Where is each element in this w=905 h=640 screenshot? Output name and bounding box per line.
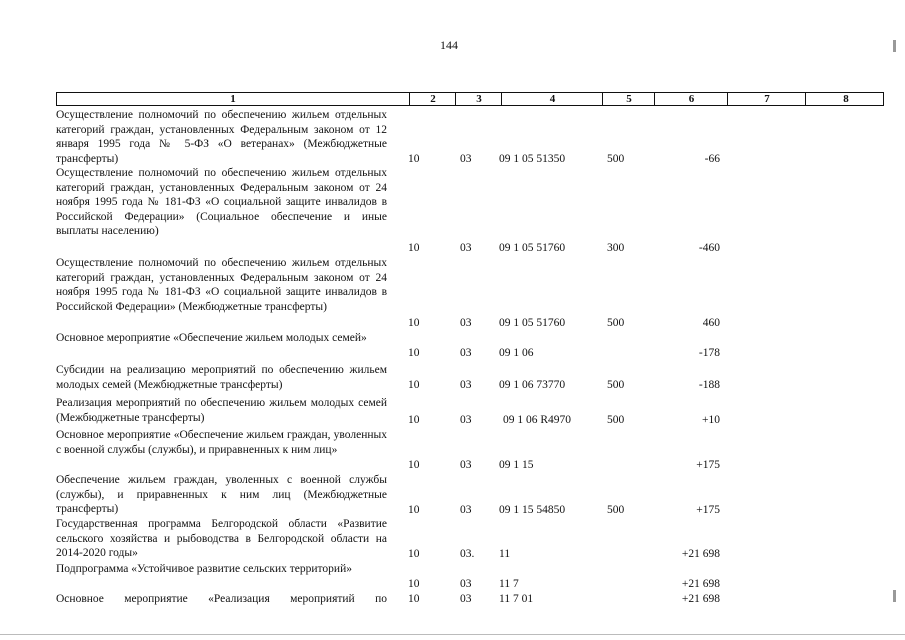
cell-expense-type: 500 <box>607 379 625 391</box>
cell-subsection: 03 <box>460 153 472 165</box>
header-col-4: 4 <box>501 93 603 105</box>
table-row <box>56 108 884 168</box>
cell-amount: +21 698 <box>681 593 720 605</box>
cell-expense-type: 500 <box>607 153 625 165</box>
cell-subsection: 03. <box>460 548 475 560</box>
row-description: Государственная программа Белгородской области «Развитие сельского хозяйства и рыбоводства в Белгородской области на 2014-2020 годы» <box>56 518 387 560</box>
cell-expense-type: 500 <box>607 504 625 516</box>
cell-amount: -188 <box>698 379 720 391</box>
header-col-3: 3 <box>455 93 502 105</box>
table-row <box>56 363 884 393</box>
page-number: 144 <box>440 38 458 52</box>
cell-subsection: 03 <box>460 347 472 359</box>
cell-section: 10 <box>408 593 420 605</box>
row-description: Обеспечение жильем граждан, уволенных с военной службы (службы), и приравненных к ним лиц (Межбюджетные трансферты) <box>56 474 387 516</box>
row-description: Основное мероприятие «Реализация мероприятий по <box>56 593 387 605</box>
cell-target-article: 09 1 05 51350 <box>499 153 566 165</box>
table-header <box>56 92 884 106</box>
cell-section: 10 <box>408 379 420 391</box>
scan-edge-mark <box>893 40 896 52</box>
cell-target-article: 09 1 06 <box>499 347 534 359</box>
table-row <box>56 517 884 562</box>
header-col-1: 1 <box>230 93 236 105</box>
cell-subsection: 03 <box>460 414 472 426</box>
cell-amount: -178 <box>698 347 720 359</box>
header-col-6: 6 <box>654 93 728 105</box>
scan-edge-line <box>0 634 905 635</box>
cell-expense-type: 500 <box>607 317 625 329</box>
cell-amount: +10 <box>702 414 720 426</box>
cell-amount: -66 <box>704 153 720 165</box>
cell-amount: +21 698 <box>681 578 720 590</box>
table-row <box>56 396 884 426</box>
cell-subsection: 03 <box>460 504 472 516</box>
cell-expense-type: 500 <box>607 414 625 426</box>
cell-section: 10 <box>408 504 420 516</box>
cell-subsection: 03 <box>460 459 472 471</box>
cell-section: 10 <box>408 347 420 359</box>
cell-subsection: 03 <box>460 242 472 254</box>
cell-target-article: 09 1 06 R4970 <box>503 414 572 426</box>
cell-target-article: 11 7 <box>499 578 519 590</box>
cell-target-article: 09 1 05 51760 <box>499 242 566 254</box>
table-row <box>56 428 884 473</box>
table-row <box>56 562 884 592</box>
cell-amount: +175 <box>696 504 720 516</box>
cell-subsection: 03 <box>460 593 472 605</box>
cell-target-article: 09 1 15 54850 <box>499 504 566 516</box>
cell-target-article: 09 1 15 <box>499 459 534 471</box>
row-description: Осуществление полномочий по обеспечению жильем отдельных категорий граждан, установленных Федеральным законом от 12 января 1995 года № 5-ФЗ «О ветеранах» (Межбюджетные трансферты) <box>56 109 387 165</box>
cell-section: 10 <box>408 317 420 329</box>
scan-edge-mark <box>893 590 896 602</box>
row-description: Осуществление полномочий по обеспечению жильем отдельных категорий граждан, установленных Федеральным законом от 24 ноября 1995 года № 181-ФЗ «О социальной защите инвалидов в Российской Федерации» (Социальное обеспечение и иные выплаты населению) <box>56 167 387 238</box>
cell-amount: 460 <box>702 317 720 329</box>
table-row <box>56 331 884 361</box>
row-description: Осуществление полномочий по обеспечению жильем отдельных категорий граждан, установленных Федеральным законом от 24 ноября 1995 года № 181-ФЗ «О социальной защите инвалидов в Российской Федерации» (Межбюджетные трансферты) <box>56 257 387 313</box>
cell-amount: +21 698 <box>681 548 720 560</box>
row-description: Субсидии на реализацию мероприятий по обеспечению жильем молодых семей (Межбюджетные трансферты) <box>56 364 387 391</box>
cell-target-article: 09 1 05 51760 <box>499 317 566 329</box>
header-col-2: 2 <box>409 93 456 105</box>
row-description: Основное мероприятие «Обеспечение жильем молодых семей» <box>56 332 367 344</box>
cell-section: 10 <box>408 414 420 426</box>
cell-section: 10 <box>408 459 420 471</box>
row-description: Подпрограмма «Устойчивое развитие сельских территорий» <box>56 563 352 575</box>
cell-amount: +175 <box>696 459 720 471</box>
header-col-7: 7 <box>727 93 806 105</box>
cell-subsection: 03 <box>460 379 472 391</box>
cell-section: 10 <box>408 153 420 165</box>
table-row <box>56 592 884 607</box>
cell-amount: -460 <box>698 242 720 254</box>
header-col-8: 8 <box>805 93 886 105</box>
cell-section: 10 <box>408 578 420 590</box>
row-description: Реализация мероприятий по обеспечению жильем молодых семей (Межбюджетные трансферты) <box>56 397 387 424</box>
cell-expense-type: 300 <box>607 242 625 254</box>
header-col-5: 5 <box>602 93 655 105</box>
cell-target-article: 11 7 01 <box>499 593 534 605</box>
table-row <box>56 166 884 256</box>
cell-section: 10 <box>408 548 420 560</box>
table-row <box>56 473 884 518</box>
cell-subsection: 03 <box>460 317 472 329</box>
cell-target-article: 09 1 06 73770 <box>499 379 566 391</box>
cell-subsection: 03 <box>460 578 472 590</box>
table-row <box>56 256 884 331</box>
row-description: Основное мероприятие «Обеспечение жильем граждан, уволенных с военной службы (службы), и приравненных к ним лиц» <box>56 429 387 456</box>
cell-section: 10 <box>408 242 420 254</box>
cell-target-article: 11 <box>499 548 511 560</box>
